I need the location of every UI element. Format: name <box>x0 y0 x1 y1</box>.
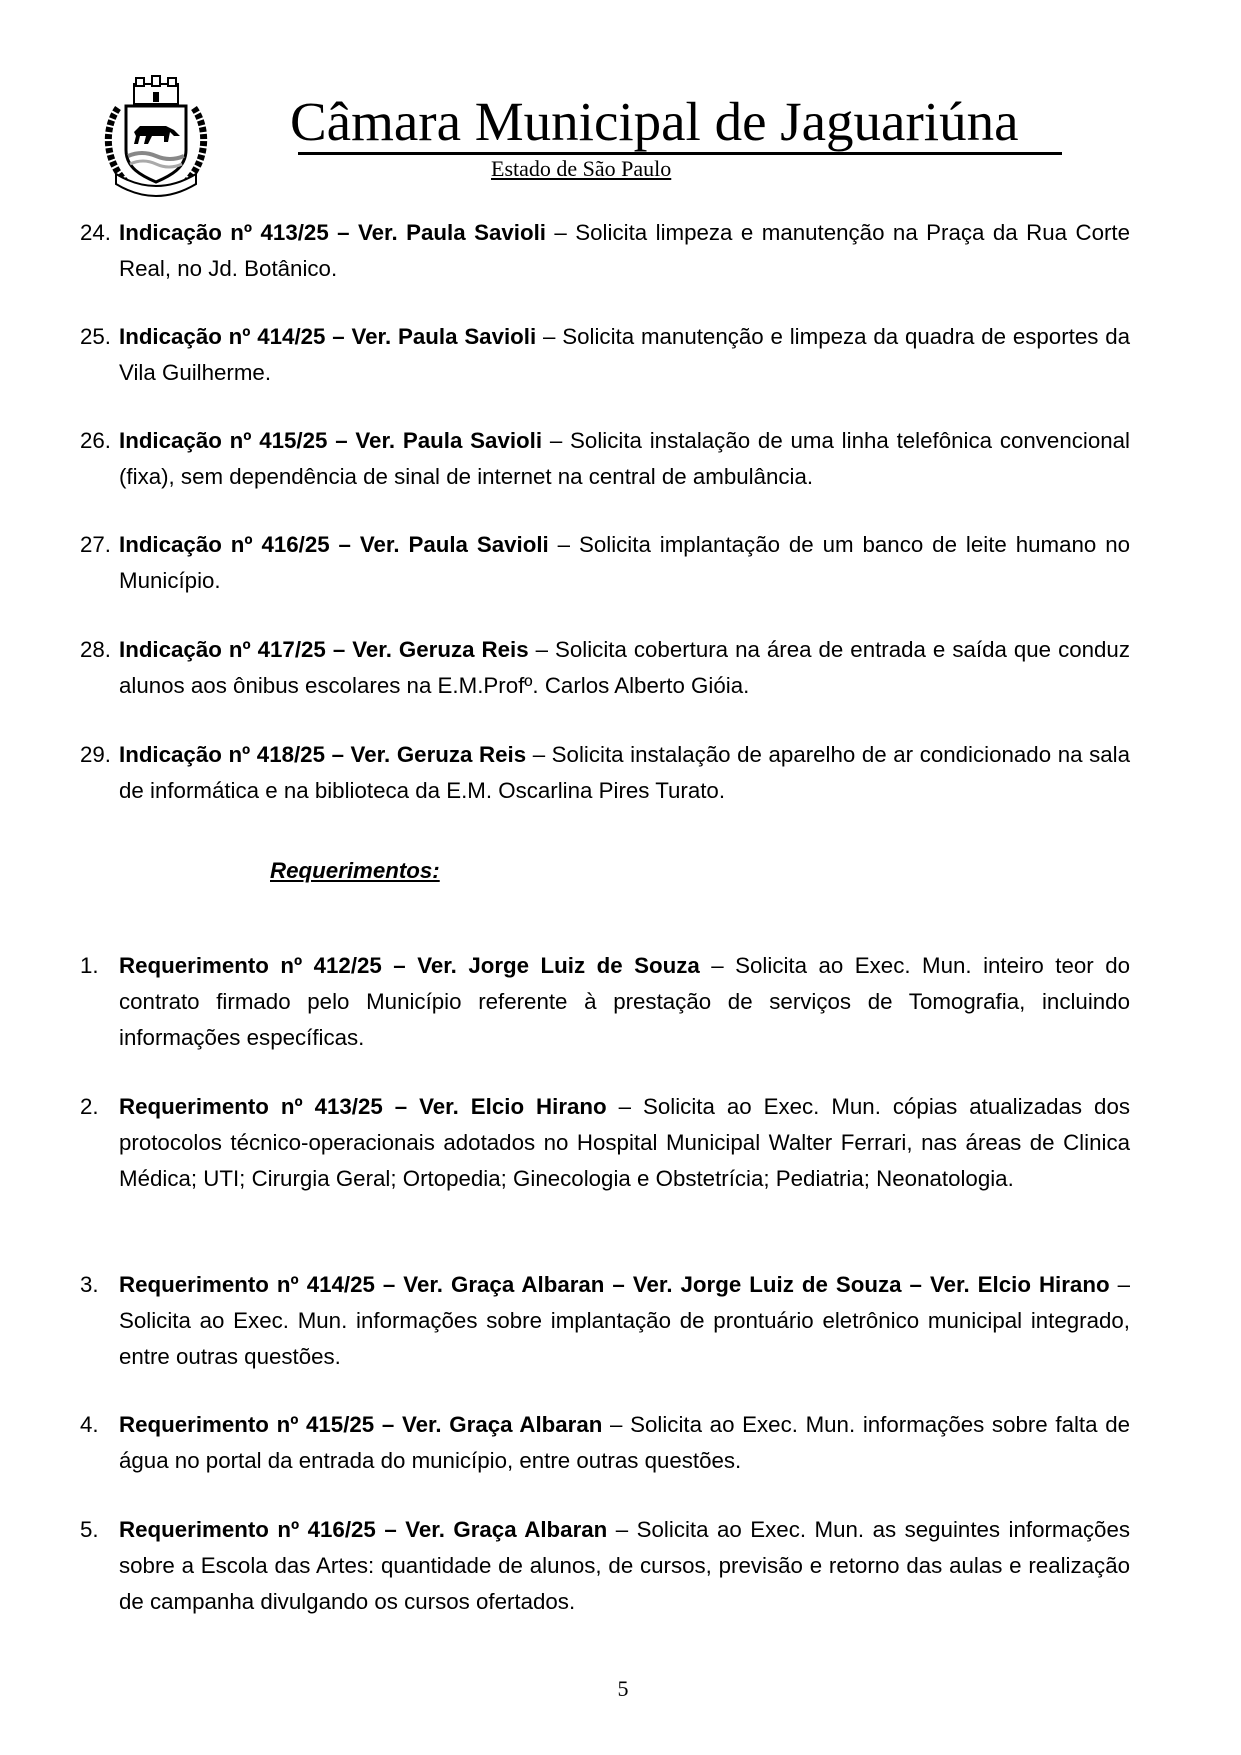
list-item <box>80 215 1130 287</box>
coat-of-arms-icon <box>100 70 212 198</box>
item-text: – Solicita cobertura na área de entrada e saída que conduz alunos aos ônibus escolares na E.M.Profº. Carlos Alberto Gióia. <box>119 637 1130 698</box>
item-text: – Solicita ao Exec. Mun. informações sobre implantação de prontuário eletrônico municipal integrado, entre outras questões. <box>119 1272 1130 1369</box>
item-number: 24. <box>80 220 111 245</box>
section-heading: Requerimentos: <box>270 858 440 883</box>
item-number: 28. <box>80 637 111 662</box>
item-number: 27. <box>80 532 111 557</box>
item-title: Indicação nº 418/25 – Ver. Geruza Reis <box>119 742 527 767</box>
item-title: Indicação nº 413/25 – Ver. Paula Savioli <box>119 220 546 245</box>
list-item <box>80 527 1130 599</box>
item-number: 29. <box>80 742 111 767</box>
item-text: – Solicita instalação de uma linha telefônica convencional (fixa), sem dependência de sinal de internet na central de ambulância. <box>119 428 1130 489</box>
item-text: – Solicita limpeza e manutenção na Praça da Rua Corte Real, no Jd. Botânico. <box>119 220 1131 281</box>
item-text: – Solicita implantação de um banco de leite humano no Município. <box>119 532 1130 593</box>
list-item <box>80 948 1130 1056</box>
item-title: Requerimento nº 414/25 – Ver. Graça Albaran – Ver. Jorge Luiz de Souza – Ver. Elcio Hirano <box>119 1272 1110 1297</box>
item-title: Indicação nº 417/25 – Ver. Geruza Reis <box>119 637 529 662</box>
item-title: Indicação nº 415/25 – Ver. Paula Savioli <box>119 428 543 453</box>
page-subtitle: Estado de São Paulo <box>491 156 672 181</box>
item-title: Requerimento nº 415/25 – Ver. Graça Albaran <box>119 1412 603 1437</box>
list-item <box>80 319 1130 391</box>
list-item <box>80 1089 1130 1197</box>
item-number: 3. <box>80 1272 99 1297</box>
item-text: – Solicita ao Exec. Mun. as seguintes informações sobre a Escola das Artes: quantidade de alunos, de cursos, previsão e retorno das aulas e realização de campanha divulgando os cursos ofertados. <box>119 1517 1130 1614</box>
page-title: Câmara Municipal de Jaguariúna <box>290 91 1019 152</box>
coat-of-arms-logo <box>100 70 212 198</box>
item-text: – Solicita ao Exec. Mun. informações sobre falta de água no portal da entrada do município, entre outras questões. <box>119 1412 1130 1473</box>
item-number: 25. <box>80 324 111 349</box>
item-title: Requerimento nº 413/25 – Ver. Elcio Hirano <box>119 1094 607 1119</box>
item-text: – Solicita instalação de aparelho de ar condicionado na sala de informática e na biblioteca da E.M. Oscarlina Pires Turato. <box>119 742 1130 803</box>
item-number: 5. <box>80 1517 99 1542</box>
item-text: – Solicita manutenção e limpeza da quadra de esportes da Vila Guilherme. <box>119 324 1130 385</box>
item-number: 2. <box>80 1094 99 1119</box>
item-text: – Solicita ao Exec. Mun. inteiro teor do contrato firmado pelo Município referente à prestação de serviços de Tomografia, incluindo informações específicas. <box>119 953 1130 1050</box>
item-title: Requerimento nº 416/25 – Ver. Graça Albaran <box>119 1517 608 1542</box>
list-item <box>80 1512 1130 1620</box>
title-underline <box>298 152 1062 155</box>
list-item <box>80 1267 1130 1375</box>
item-number: 1. <box>80 953 99 978</box>
item-text: – Solicita ao Exec. Mun. cópias atualizadas dos protocolos técnico-operacionais adotados no Hospital Municipal Walter Ferrari, nas áreas de Clinica Médica; UTI; Cirurgia Geral; Ortopedia; Ginecologia e Obstetrícia; Pediatria; Neonatologia. <box>119 1094 1130 1191</box>
item-number: 26. <box>80 428 111 453</box>
list-item <box>80 737 1130 809</box>
item-number: 4. <box>80 1412 99 1437</box>
item-title: Indicação nº 414/25 – Ver. Paula Savioli <box>119 324 537 349</box>
list-item <box>80 423 1130 495</box>
list-item <box>80 1407 1130 1479</box>
page-number: 5 <box>617 1676 629 1701</box>
item-title: Requerimento nº 412/25 – Ver. Jorge Luiz de Souza <box>119 953 700 978</box>
item-title: Indicação nº 416/25 – Ver. Paula Savioli <box>119 532 549 557</box>
list-item <box>80 632 1130 704</box>
